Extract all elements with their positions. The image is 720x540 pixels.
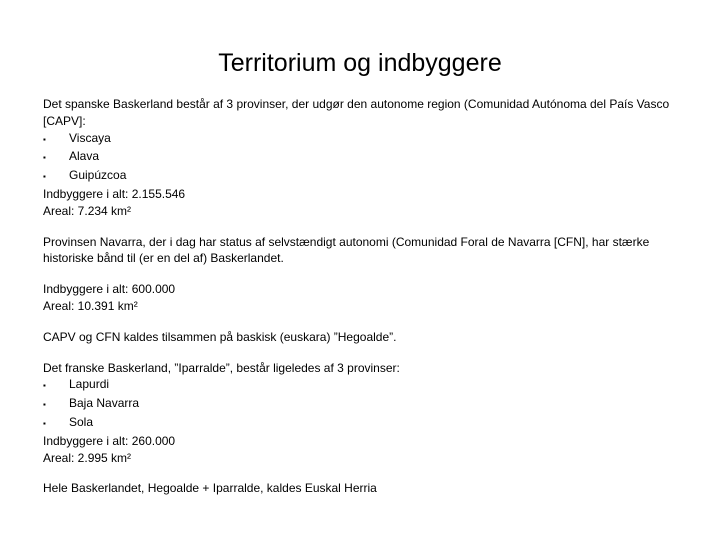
france-population: Indbyggere i alt: 260.000: [43, 433, 176, 448]
slide-body: [43, 96, 683, 497]
bullet-icon: ▪: [43, 172, 46, 182]
navarra-area: Areal: 10.391 km²: [43, 298, 138, 313]
navarra-intro: Provinsen Navarra, der i dag har status af selvstændigt autonomi (Comunidad Foral de Navarra [CFN], har stærke historiske bånd til (er en del af) Baskerlandet.: [43, 234, 650, 266]
province-name: Guipúzcoa: [69, 168, 127, 183]
bullet-icon: ▪: [43, 381, 46, 391]
list-item: [43, 376, 683, 395]
spain-population: Indbyggere i alt: 2.155.546: [43, 186, 186, 201]
bullet-icon: ▪: [43, 400, 46, 410]
list-item: [43, 395, 683, 414]
spain-area: Areal: 7.234 km²: [43, 203, 132, 218]
spain-intro: Det spanske Baskerland består af 3 provinser, der udgør den autonome region (Comunidad Autónoma del País Vasco [CAPV]:: [43, 97, 670, 128]
list-item: [43, 414, 683, 433]
france-area: Areal: 2.995 km²: [43, 450, 132, 465]
closing-note: Hele Baskerlandet, Hegoalde + Iparralde, kaldes Euskal Herria: [43, 481, 377, 496]
province-name: Viscaya: [69, 130, 111, 145]
list-item: [43, 130, 683, 149]
france-intro: Det franske Baskerland, ”Iparralde”, består ligeledes af 3 provinser:: [43, 360, 400, 375]
hegoalde-note: CAPV og CFN kaldes tilsammen på baskisk (euskara) ”Hegoalde”.: [43, 329, 397, 344]
province-name: Sola: [69, 414, 94, 429]
navarra-population: Indbyggere i alt: 600.000: [43, 282, 176, 297]
province-name: Baja Navarra: [69, 396, 140, 411]
bullet-icon: ▪: [43, 418, 46, 428]
list-item: [43, 167, 683, 186]
province-name: Alava: [69, 149, 100, 164]
bullet-icon: ▪: [43, 153, 46, 163]
province-name: Lapurdi: [69, 377, 110, 392]
list-item: [43, 148, 683, 167]
slide-title: Territorium og indbyggere: [218, 49, 502, 77]
bullet-icon: ▪: [43, 134, 46, 144]
